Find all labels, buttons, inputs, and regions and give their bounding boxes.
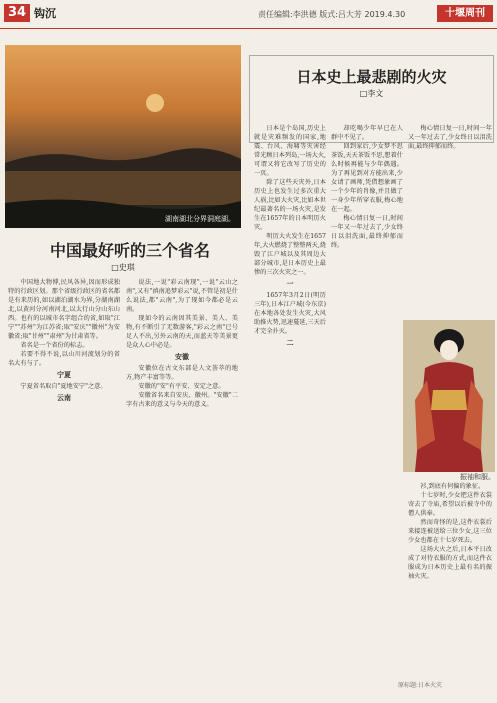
paragraph: 回到家后,少女梦不思茶饭,天天茶饭不思,想着什么时候再能与少年偶遇。为了再见到对方能出来,少女请了画师,凭借想象画了一个少年的肖像,并且做了一身少年所穿衣服,梅心地在一起。 xyxy=(331,143,403,213)
right-article-column-3-bottom xyxy=(408,482,492,677)
paragraph: 十七岁时,少女把这件衣裳寄去了寺庙,希望以后被寺中的僧人供奉。 xyxy=(408,492,492,517)
section-label: 钩沉 xyxy=(34,7,56,20)
paragraph: 宁夏省名取自"夏地安宁"之意。 xyxy=(20,383,107,390)
section-number-two: 二 xyxy=(286,339,294,347)
left-article-column-2 xyxy=(126,278,238,698)
right-article-author: □李文 xyxy=(359,89,384,98)
kimono-woman-photo xyxy=(403,320,495,472)
subheading-ningxia: 宁夏 xyxy=(57,371,71,379)
page-number: 34 xyxy=(4,4,30,22)
paragraph: 日本是个岛国,历史上就是灾难频发的国家,地震、台风、海啸等灾害经常光顾日本列岛,一场大火,可谓又将它改写了历史的一页。 xyxy=(254,125,326,177)
left-article-title: 中国最好听的三个省名 xyxy=(49,241,210,260)
subheading-yunnan: 云南 xyxy=(57,394,71,402)
paragraph: 然而奇怪的是,这件衣裳后来接连被送给三位少女,这三位少女也都在十七岁死去。 xyxy=(408,519,492,544)
paragraph: 1657年3月2日(明历三年),日本江户城(今东京)在本地各处发生火灾,大风助推火势,迅速蔓延,三天后才完全扑灭。 xyxy=(254,292,326,335)
footnote: 原标题:日本火灾 xyxy=(398,682,443,689)
right-article-column-2 xyxy=(331,124,403,694)
paragraph: 中国地大物博,民风各异,因而形成独特的行政区划。那个省级行政区的省名都是有来历的,如以湖泊湖水为界,分湖南湖北,以黄河分河南河北,以太行山分山东山西。也有的以城市名字组合的省,如取"江宁""苏州"为江苏省;取"安庆""徽州"为安徽省;取"甘州""肃州"为甘肃省等。 xyxy=(8,279,120,340)
page-header xyxy=(0,0,497,29)
right-article-title: 日本史上最悲剧的火灾 xyxy=(296,68,447,86)
paragraph: 除了这些天灾外,日本历史上也发生过多次重大人祸,比如大火灾,比如本世纪最著名的一场火灾,是发生在1657年的日本明历火灾。 xyxy=(254,179,326,231)
landscape-illustration xyxy=(5,45,241,228)
paragraph: 衫,到底有何偏的象征。 xyxy=(420,483,485,490)
masthead-badge: 十堰周刊 xyxy=(437,5,493,22)
right-article-column-1 xyxy=(254,124,326,694)
paragraph: 安徽省名来自安庆、徽州。"安徽"二字有古来的意义与今天的意义。 xyxy=(126,392,238,408)
section-number-one: 一 xyxy=(286,280,294,288)
left-article-column-1 xyxy=(8,278,120,698)
left-article-author: □史琪 xyxy=(111,263,135,272)
paragraph: 明历大火发生在1657年,大火燃烧了整整两天,烧毁了江户城以及其周边大部分城市,是日本历史上最惨的三次火灾之一。 xyxy=(254,233,326,276)
paragraph: 安徽的"安"有平安、安定之意。 xyxy=(138,383,225,390)
paragraph: 却吃喝少年早已在人群中不见了。 xyxy=(331,125,403,141)
right-article-column-3-top xyxy=(408,124,492,314)
paragraph: 这场大火之后,日本平日改成了对待衣服的方式,而这件衣服成为日本历史上最有名的振袖火灾。 xyxy=(408,546,492,580)
paragraph: 若要不得不说,以山川河流划分的省名大有与了。 xyxy=(8,351,120,367)
paragraph: 现如今的云南因其美景、美人、美物,有不断引了无数游客,"彩云之南"已号足人不出,另外云南的天,而蓝天等美景更是众人心中必是。 xyxy=(126,315,238,349)
paragraph: 说法,一说"彩云南现",一说"云山之南",又有"滇南追梦彩云"说,不管是初是什么说法,都"云南",为了现如今都必是云南。 xyxy=(126,279,238,313)
paragraph: 省名是一个省份的标志。 xyxy=(20,342,89,349)
kimono-caption: 振袖和服。 xyxy=(460,473,495,481)
kimono-figure-illustration xyxy=(403,320,495,472)
subheading-anhui: 安徽 xyxy=(175,353,189,361)
paragraph: 梅心情日复一日,时间一年又一年过去了,少女终日以泪洗面,最终抑郁而终。 xyxy=(408,125,492,150)
photo-caption: 湖南湖北分界洞庭湖。 xyxy=(165,215,235,223)
paragraph: 梅心情日复一日,时间一年又一年过去了,少女终日以泪洗面,最终抑郁而终。 xyxy=(331,215,403,249)
editor-credits: 责任编辑:李洪德 版式:吕大芳 2019.4.30 xyxy=(258,10,406,19)
sunset-lake-photo xyxy=(5,45,241,228)
paragraph: 安徽位在古文东部是人文荟萃的地方,物产丰富等等。 xyxy=(126,365,238,381)
